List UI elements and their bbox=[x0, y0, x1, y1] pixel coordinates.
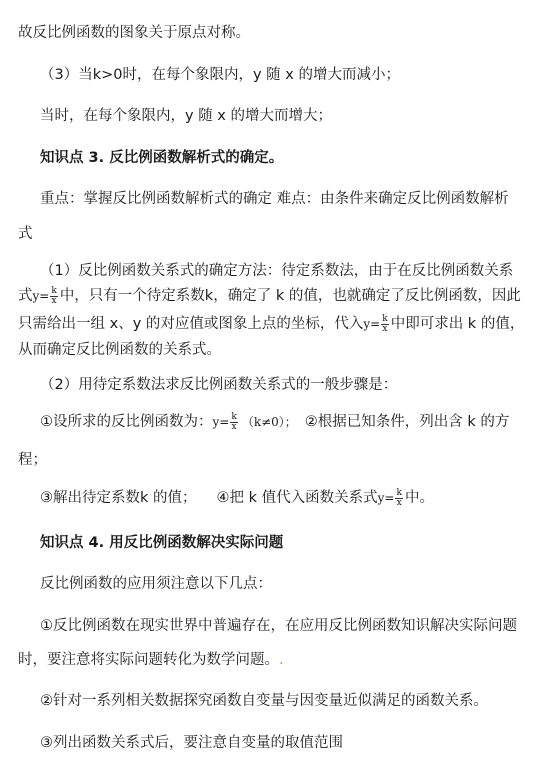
paragraph-key-points-line2: 式 bbox=[18, 226, 33, 242]
heading-knowledge-point-4: 知识点 4. 用反比例函数解决实际问题 bbox=[40, 535, 284, 551]
paragraph-method-line2: 式y= $\frac{k}{x}$ 中，只有一个待定系数k，确定了 k 的值，也就确定了反比例函数，因此 bbox=[18, 286, 521, 306]
paragraph-steps-intro: （2）用待定系数法求反比例函数关系式的一般步骤是： bbox=[40, 377, 398, 393]
paragraph-symmetry: 故反比例函数的图象关于原点对称。 bbox=[18, 25, 250, 41]
paragraph-application-1-line1: ①反比例函数在现实世界中普遍存在，在应用反比例函数知识解决实际问题 bbox=[40, 618, 517, 634]
paragraph-case-3: （3）当k>0时，在每个象限内，y 随 x 的增大而减小； bbox=[40, 67, 400, 83]
paragraph-application-intro: 反比例函数的应用须注意以下几点： bbox=[40, 576, 272, 592]
paragraph-method-line1: （1）反比例函数关系式的确定方法：待定系数法，由于在反比例函数关系 bbox=[40, 263, 514, 279]
formula-inline: y= $\frac{k}{x}$ bbox=[212, 412, 237, 432]
heading-knowledge-point-3: 知识点 3. 反比例函数解析式的确定。 bbox=[40, 150, 284, 166]
paragraph-step-1-2: ①设所求的反比例函数为：y= $\frac{k}{x}$ （k≠0）； ②根据已知条件，列出含 k 的方 bbox=[40, 412, 510, 432]
paragraph-application-2: ②针对一系列相关数据探究函数自变量与因变量近似满足的函数关系。 bbox=[40, 693, 488, 709]
paragraph-method-line3: 只需给出一组 x、y 的对应值或图象上点的坐标，代入y= $\frac{k}{x}$ 中即可求出 k 的值， bbox=[18, 314, 525, 334]
formula-inline: y= $\frac{k}{x}$ bbox=[32, 286, 57, 306]
formula-inline: y= $\frac{k}{x}$ bbox=[377, 488, 402, 508]
paragraph-increasing: 当时，在每个象限内，y 随 x 的增大而增大； bbox=[40, 108, 332, 124]
formula-inline: y= $\frac{k}{x}$ bbox=[363, 314, 388, 334]
paragraph-step-3-4: ③解出待定系数k 的值； ④把 k 值代入函数关系式y= $\frac{k}{x}$ 中。 bbox=[40, 488, 434, 508]
paragraph-key-points-line1: 重点：掌握反比例函数解析式的确定 难点：由条件来确定反比例函数解析 bbox=[40, 191, 509, 207]
paragraph-application-1-line2: 时，要注意将实际问题转化为数学问题。. bbox=[18, 652, 284, 668]
paragraph-application-3: ③列出函数关系式后，要注意自变量的取值范围 bbox=[40, 735, 343, 751]
paragraph-step-2-cont: 程； bbox=[18, 452, 47, 468]
paragraph-method-line4: 从而确定反比例函数的关系式。 bbox=[18, 342, 221, 358]
